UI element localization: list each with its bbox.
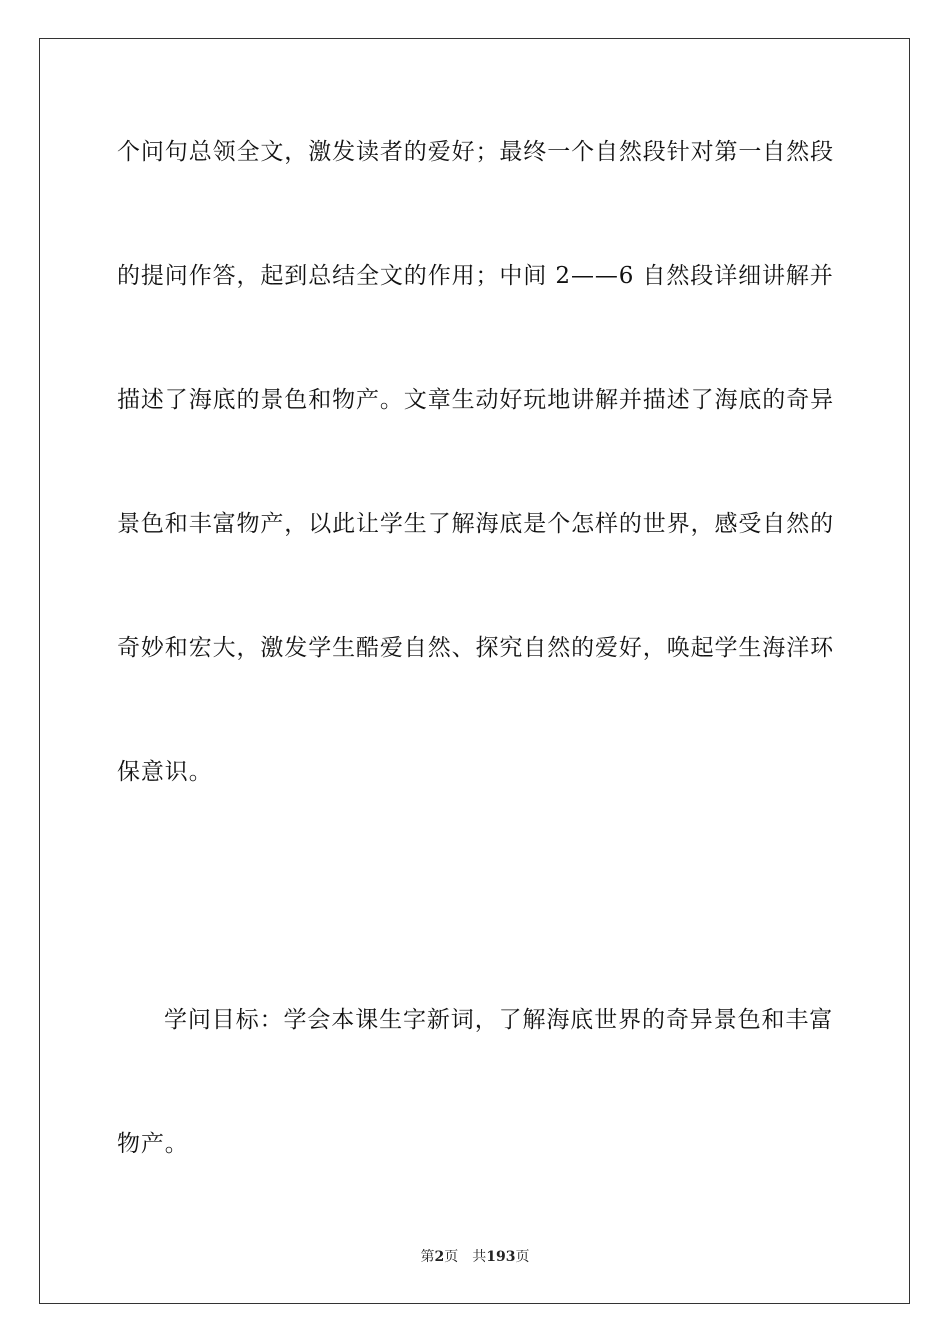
page-number: 2 bbox=[434, 1249, 445, 1265]
body-line-1: 个问句总领全文，激发读者的爱好；最终一个自然段针对第一自然段 bbox=[117, 139, 834, 165]
page-prefix: 第 bbox=[420, 1249, 435, 1265]
page-footer bbox=[0, 1248, 950, 1266]
total-suffix: 页 bbox=[515, 1249, 530, 1265]
body-line-5: 奇妙和宏大，激发学生酷爱自然、探究自然的爱好，唤起学生海洋环 bbox=[117, 635, 834, 661]
goal-line-2: 物产。 bbox=[117, 1131, 189, 1157]
page-suffix: 页 bbox=[444, 1249, 459, 1265]
page-border bbox=[39, 38, 910, 1304]
goal-line-1: 学问目标：学会本课生字新词，了解海底世界的奇异景色和丰富 bbox=[164, 1007, 834, 1033]
body-line-6: 保意识。 bbox=[117, 759, 213, 785]
body-line-4: 景色和丰富物产，以此让学生了解海底是个怎样的世界，感受自然的 bbox=[117, 511, 834, 537]
body-line-3: 描述了海底的景色和物产。文章生动好玩地讲解并描述了海底的奇异 bbox=[117, 387, 834, 413]
body-line-2: 的提问作答，起到总结全文的作用；中间 2——6 自然段详细讲解并 bbox=[117, 263, 834, 289]
total-prefix: 共 bbox=[472, 1249, 487, 1265]
total-pages: 193 bbox=[486, 1249, 516, 1265]
